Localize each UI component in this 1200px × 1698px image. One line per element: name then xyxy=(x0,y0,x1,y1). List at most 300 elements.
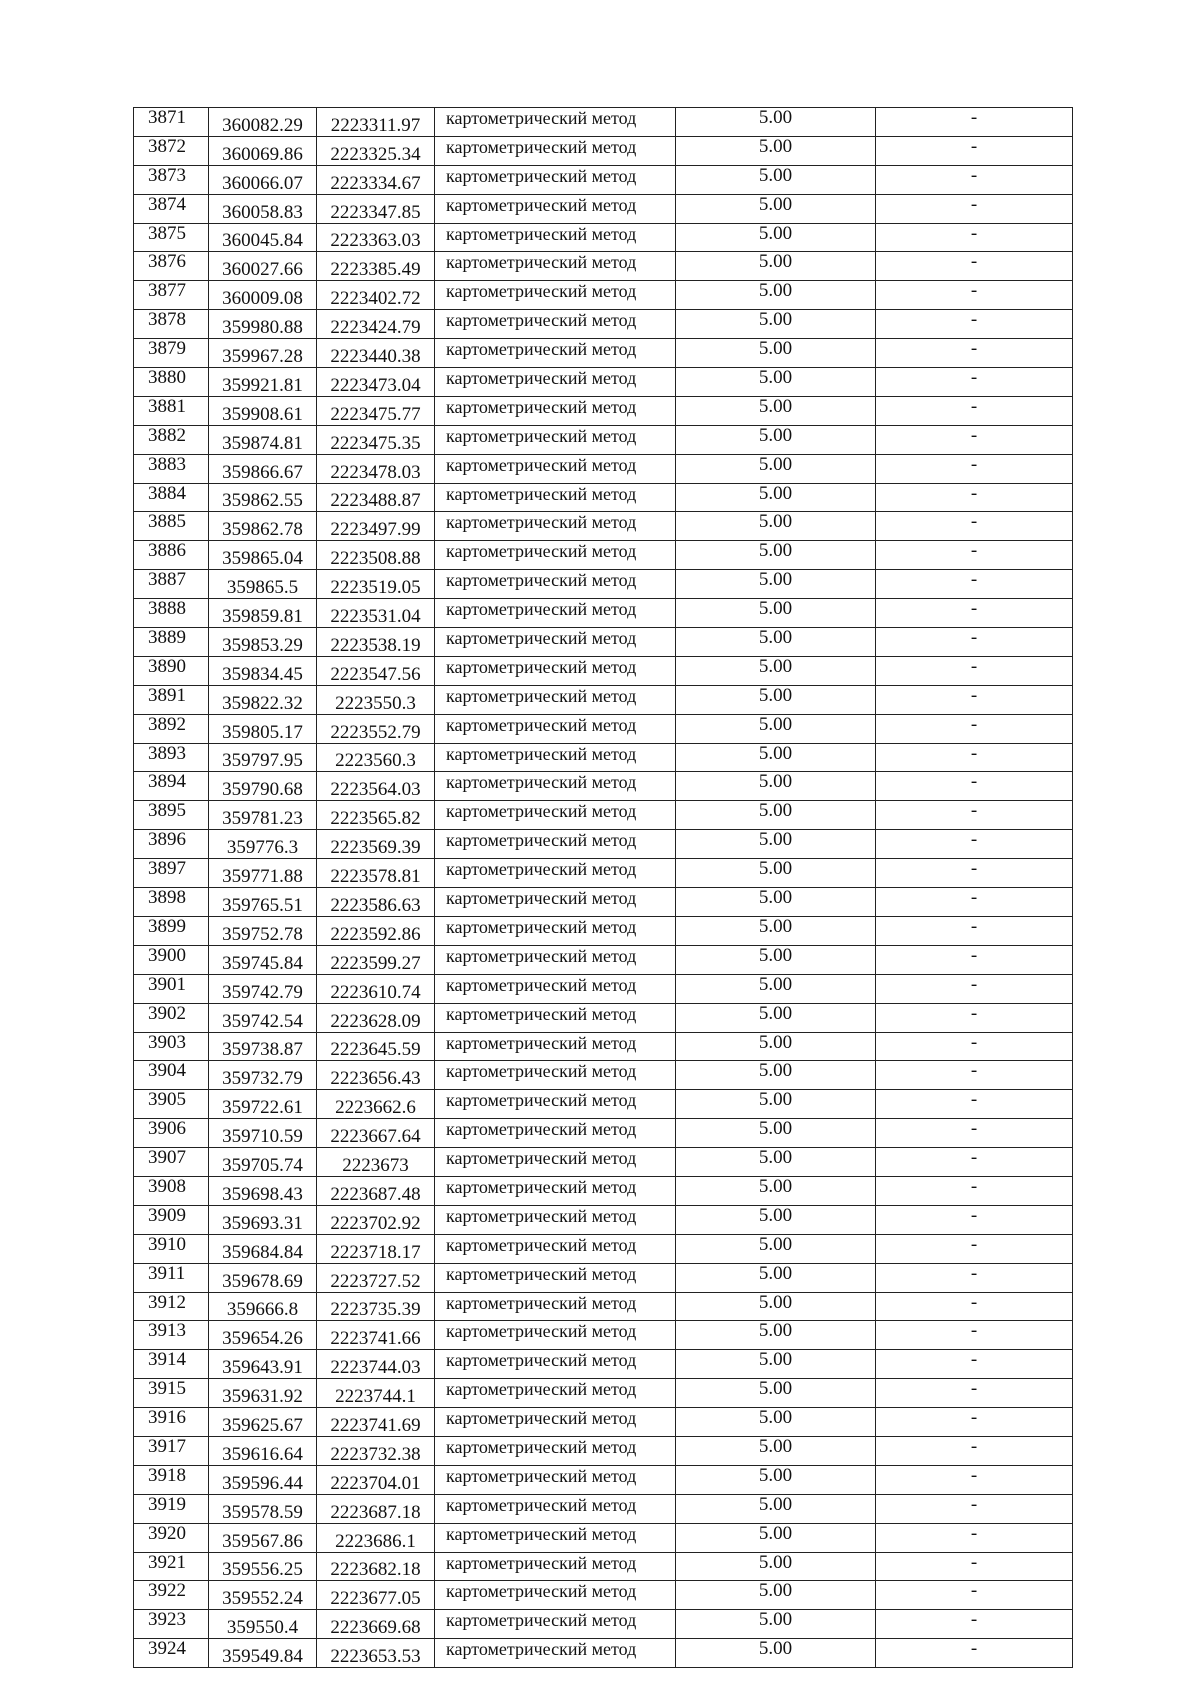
note-cell: - xyxy=(876,136,1073,165)
point-number-cell: 3887 xyxy=(134,570,209,599)
table-row xyxy=(134,368,1073,397)
point-number-cell: 3905 xyxy=(134,1090,209,1119)
x-coordinate-cell: 360045.84 xyxy=(209,223,317,252)
accuracy-cell: 5.00 xyxy=(676,945,876,974)
y-coordinate-cell: 2223744.03 xyxy=(317,1350,435,1379)
point-number-cell: 3917 xyxy=(134,1436,209,1465)
y-coordinate-cell: 2223519.05 xyxy=(317,570,435,599)
point-number-cell: 3890 xyxy=(134,656,209,685)
y-coordinate-cell: 2223311.97 xyxy=(317,108,435,137)
method-cell: картометрический метод xyxy=(435,425,676,454)
x-coordinate-cell: 360009.08 xyxy=(209,281,317,310)
point-number-cell: 3880 xyxy=(134,368,209,397)
method-cell: картометрический метод xyxy=(435,108,676,137)
x-coordinate-cell: 359781.23 xyxy=(209,801,317,830)
y-coordinate-cell: 2223687.48 xyxy=(317,1176,435,1205)
table-row xyxy=(134,656,1073,685)
point-number-cell: 3907 xyxy=(134,1148,209,1177)
method-cell: картометрический метод xyxy=(435,1176,676,1205)
note-cell: - xyxy=(876,1003,1073,1032)
table-row xyxy=(134,1350,1073,1379)
accuracy-cell: 5.00 xyxy=(676,599,876,628)
accuracy-cell: 5.00 xyxy=(676,223,876,252)
method-cell: картометрический метод xyxy=(435,974,676,1003)
table-row xyxy=(134,859,1073,888)
y-coordinate-cell: 2223325.34 xyxy=(317,136,435,165)
table-row xyxy=(134,1032,1073,1061)
x-coordinate-cell: 359567.86 xyxy=(209,1523,317,1552)
x-coordinate-cell: 359556.25 xyxy=(209,1552,317,1581)
y-coordinate-cell: 2223653.53 xyxy=(317,1639,435,1668)
note-cell: - xyxy=(876,512,1073,541)
table-row xyxy=(134,685,1073,714)
accuracy-cell: 5.00 xyxy=(676,1292,876,1321)
method-cell: картометрический метод xyxy=(435,888,676,917)
x-coordinate-cell: 359745.84 xyxy=(209,945,317,974)
method-cell: картометрический метод xyxy=(435,1148,676,1177)
method-cell: картометрический метод xyxy=(435,1119,676,1148)
note-cell: - xyxy=(876,108,1073,137)
table-row xyxy=(134,425,1073,454)
x-coordinate-cell: 359666.8 xyxy=(209,1292,317,1321)
x-coordinate-cell: 359732.79 xyxy=(209,1061,317,1090)
accuracy-cell: 5.00 xyxy=(676,1610,876,1639)
x-coordinate-cell: 359862.55 xyxy=(209,483,317,512)
table-row xyxy=(134,1552,1073,1581)
accuracy-cell: 5.00 xyxy=(676,859,876,888)
x-coordinate-cell: 359866.67 xyxy=(209,454,317,483)
x-coordinate-cell: 359771.88 xyxy=(209,859,317,888)
accuracy-cell: 5.00 xyxy=(676,1465,876,1494)
point-number-cell: 3924 xyxy=(134,1639,209,1668)
x-coordinate-cell: 359616.64 xyxy=(209,1436,317,1465)
accuracy-cell: 5.00 xyxy=(676,1581,876,1610)
method-cell: картометрический метод xyxy=(435,743,676,772)
accuracy-cell: 5.00 xyxy=(676,1263,876,1292)
x-coordinate-cell: 360058.83 xyxy=(209,194,317,223)
y-coordinate-cell: 2223686.1 xyxy=(317,1523,435,1552)
accuracy-cell: 5.00 xyxy=(676,1205,876,1234)
table-row xyxy=(134,1148,1073,1177)
table-row xyxy=(134,570,1073,599)
x-coordinate-cell: 359705.74 xyxy=(209,1148,317,1177)
note-cell: - xyxy=(876,1321,1073,1350)
accuracy-cell: 5.00 xyxy=(676,281,876,310)
y-coordinate-cell: 2223547.56 xyxy=(317,656,435,685)
accuracy-cell: 5.00 xyxy=(676,570,876,599)
y-coordinate-cell: 2223732.38 xyxy=(317,1436,435,1465)
method-cell: картометрический метод xyxy=(435,801,676,830)
method-cell: картометрический метод xyxy=(435,685,676,714)
point-number-cell: 3894 xyxy=(134,772,209,801)
y-coordinate-cell: 2223677.05 xyxy=(317,1581,435,1610)
table-row xyxy=(134,454,1073,483)
y-coordinate-cell: 2223508.88 xyxy=(317,541,435,570)
method-cell: картометрический метод xyxy=(435,656,676,685)
table-row xyxy=(134,1523,1073,1552)
accuracy-cell: 5.00 xyxy=(676,541,876,570)
method-cell: картометрический метод xyxy=(435,1061,676,1090)
method-cell: картометрический метод xyxy=(435,1003,676,1032)
table-row xyxy=(134,252,1073,281)
table-row xyxy=(134,1292,1073,1321)
x-coordinate-cell: 360069.86 xyxy=(209,136,317,165)
table-row xyxy=(134,1119,1073,1148)
table-row xyxy=(134,714,1073,743)
y-coordinate-cell: 2223347.85 xyxy=(317,194,435,223)
method-cell: картометрический метод xyxy=(435,830,676,859)
note-cell: - xyxy=(876,1436,1073,1465)
point-number-cell: 3892 xyxy=(134,714,209,743)
y-coordinate-cell: 2223599.27 xyxy=(317,945,435,974)
x-coordinate-cell: 359862.78 xyxy=(209,512,317,541)
x-coordinate-cell: 359738.87 xyxy=(209,1032,317,1061)
accuracy-cell: 5.00 xyxy=(676,368,876,397)
y-coordinate-cell: 2223478.03 xyxy=(317,454,435,483)
note-cell: - xyxy=(876,628,1073,657)
method-cell: картометрический метод xyxy=(435,1090,676,1119)
y-coordinate-cell: 2223669.68 xyxy=(317,1610,435,1639)
point-number-cell: 3916 xyxy=(134,1408,209,1437)
point-number-cell: 3910 xyxy=(134,1234,209,1263)
note-cell: - xyxy=(876,974,1073,1003)
point-number-cell: 3879 xyxy=(134,339,209,368)
table-row xyxy=(134,1408,1073,1437)
y-coordinate-cell: 2223744.1 xyxy=(317,1379,435,1408)
x-coordinate-cell: 360027.66 xyxy=(209,252,317,281)
method-cell: картометрический метод xyxy=(435,1465,676,1494)
method-cell: картометрический метод xyxy=(435,223,676,252)
y-coordinate-cell: 2223592.86 xyxy=(317,916,435,945)
note-cell: - xyxy=(876,743,1073,772)
method-cell: картометрический метод xyxy=(435,1292,676,1321)
method-cell: картометрический метод xyxy=(435,1234,676,1263)
accuracy-cell: 5.00 xyxy=(676,830,876,859)
x-coordinate-cell: 359742.79 xyxy=(209,974,317,1003)
y-coordinate-cell: 2223473.04 xyxy=(317,368,435,397)
point-number-cell: 3902 xyxy=(134,1003,209,1032)
x-coordinate-cell: 359625.67 xyxy=(209,1408,317,1437)
point-number-cell: 3882 xyxy=(134,425,209,454)
y-coordinate-cell: 2223656.43 xyxy=(317,1061,435,1090)
table-row xyxy=(134,1581,1073,1610)
y-coordinate-cell: 2223475.77 xyxy=(317,396,435,425)
table-row xyxy=(134,1436,1073,1465)
note-cell: - xyxy=(876,252,1073,281)
accuracy-cell: 5.00 xyxy=(676,1552,876,1581)
note-cell: - xyxy=(876,281,1073,310)
accuracy-cell: 5.00 xyxy=(676,1639,876,1668)
point-number-cell: 3889 xyxy=(134,628,209,657)
point-number-cell: 3921 xyxy=(134,1552,209,1581)
point-number-cell: 3874 xyxy=(134,194,209,223)
method-cell: картометрический метод xyxy=(435,916,676,945)
table-row xyxy=(134,281,1073,310)
table-row xyxy=(134,541,1073,570)
method-cell: картометрический метод xyxy=(435,714,676,743)
accuracy-cell: 5.00 xyxy=(676,252,876,281)
table-row xyxy=(134,1321,1073,1350)
method-cell: картометрический метод xyxy=(435,194,676,223)
method-cell: картометрический метод xyxy=(435,945,676,974)
point-number-cell: 3904 xyxy=(134,1061,209,1090)
table-row xyxy=(134,1263,1073,1292)
table-row xyxy=(134,223,1073,252)
note-cell: - xyxy=(876,396,1073,425)
table-row xyxy=(134,483,1073,512)
x-coordinate-cell: 359797.95 xyxy=(209,743,317,772)
x-coordinate-cell: 359921.81 xyxy=(209,368,317,397)
x-coordinate-cell: 359805.17 xyxy=(209,714,317,743)
point-number-cell: 3888 xyxy=(134,599,209,628)
coordinates-table-body xyxy=(134,108,1073,1668)
point-number-cell: 3906 xyxy=(134,1119,209,1148)
note-cell: - xyxy=(876,1465,1073,1494)
note-cell: - xyxy=(876,1494,1073,1523)
note-cell: - xyxy=(876,772,1073,801)
method-cell: картометрический метод xyxy=(435,368,676,397)
y-coordinate-cell: 2223385.49 xyxy=(317,252,435,281)
point-number-cell: 3876 xyxy=(134,252,209,281)
y-coordinate-cell: 2223402.72 xyxy=(317,281,435,310)
point-number-cell: 3915 xyxy=(134,1379,209,1408)
note-cell: - xyxy=(876,1639,1073,1668)
accuracy-cell: 5.00 xyxy=(676,310,876,339)
note-cell: - xyxy=(876,656,1073,685)
point-number-cell: 3875 xyxy=(134,223,209,252)
accuracy-cell: 5.00 xyxy=(676,1061,876,1090)
x-coordinate-cell: 359643.91 xyxy=(209,1350,317,1379)
accuracy-cell: 5.00 xyxy=(676,1119,876,1148)
table-row xyxy=(134,1494,1073,1523)
accuracy-cell: 5.00 xyxy=(676,1436,876,1465)
y-coordinate-cell: 2223741.69 xyxy=(317,1408,435,1437)
note-cell: - xyxy=(876,1523,1073,1552)
method-cell: картометрический метод xyxy=(435,599,676,628)
table-row xyxy=(134,801,1073,830)
x-coordinate-cell: 359776.3 xyxy=(209,830,317,859)
x-coordinate-cell: 359980.88 xyxy=(209,310,317,339)
x-coordinate-cell: 359654.26 xyxy=(209,1321,317,1350)
x-coordinate-cell: 359967.28 xyxy=(209,339,317,368)
point-number-cell: 3872 xyxy=(134,136,209,165)
y-coordinate-cell: 2223741.66 xyxy=(317,1321,435,1350)
y-coordinate-cell: 2223497.99 xyxy=(317,512,435,541)
y-coordinate-cell: 2223334.67 xyxy=(317,165,435,194)
coordinates-table xyxy=(133,107,1073,1668)
point-number-cell: 3912 xyxy=(134,1292,209,1321)
y-coordinate-cell: 2223667.64 xyxy=(317,1119,435,1148)
x-coordinate-cell: 359765.51 xyxy=(209,888,317,917)
method-cell: картометрический метод xyxy=(435,1032,676,1061)
x-coordinate-cell: 359834.45 xyxy=(209,656,317,685)
table-row xyxy=(134,1090,1073,1119)
accuracy-cell: 5.00 xyxy=(676,888,876,917)
note-cell: - xyxy=(876,310,1073,339)
point-number-cell: 3877 xyxy=(134,281,209,310)
table-row xyxy=(134,1639,1073,1668)
accuracy-cell: 5.00 xyxy=(676,1032,876,1061)
accuracy-cell: 5.00 xyxy=(676,1379,876,1408)
accuracy-cell: 5.00 xyxy=(676,628,876,657)
point-number-cell: 3920 xyxy=(134,1523,209,1552)
note-cell: - xyxy=(876,1234,1073,1263)
point-number-cell: 3897 xyxy=(134,859,209,888)
point-number-cell: 3881 xyxy=(134,396,209,425)
table-row xyxy=(134,830,1073,859)
accuracy-cell: 5.00 xyxy=(676,1148,876,1177)
table-row xyxy=(134,1610,1073,1639)
y-coordinate-cell: 2223702.92 xyxy=(317,1205,435,1234)
x-coordinate-cell: 360066.07 xyxy=(209,165,317,194)
table-row xyxy=(134,1465,1073,1494)
table-row xyxy=(134,1003,1073,1032)
note-cell: - xyxy=(876,830,1073,859)
note-cell: - xyxy=(876,1119,1073,1148)
x-coordinate-cell: 359631.92 xyxy=(209,1379,317,1408)
accuracy-cell: 5.00 xyxy=(676,743,876,772)
method-cell: картометрический метод xyxy=(435,1523,676,1552)
method-cell: картометрический метод xyxy=(435,1379,676,1408)
point-number-cell: 3900 xyxy=(134,945,209,974)
method-cell: картометрический метод xyxy=(435,859,676,888)
accuracy-cell: 5.00 xyxy=(676,974,876,1003)
accuracy-cell: 5.00 xyxy=(676,1321,876,1350)
note-cell: - xyxy=(876,1292,1073,1321)
point-number-cell: 3918 xyxy=(134,1465,209,1494)
note-cell: - xyxy=(876,1610,1073,1639)
y-coordinate-cell: 2223735.39 xyxy=(317,1292,435,1321)
note-cell: - xyxy=(876,945,1073,974)
table-row xyxy=(134,1176,1073,1205)
y-coordinate-cell: 2223531.04 xyxy=(317,599,435,628)
accuracy-cell: 5.00 xyxy=(676,1234,876,1263)
note-cell: - xyxy=(876,1581,1073,1610)
point-number-cell: 3873 xyxy=(134,165,209,194)
point-number-cell: 3886 xyxy=(134,541,209,570)
method-cell: картометрический метод xyxy=(435,136,676,165)
y-coordinate-cell: 2223727.52 xyxy=(317,1263,435,1292)
point-number-cell: 3913 xyxy=(134,1321,209,1350)
note-cell: - xyxy=(876,425,1073,454)
table-row xyxy=(134,945,1073,974)
x-coordinate-cell: 359752.78 xyxy=(209,916,317,945)
x-coordinate-cell: 359722.61 xyxy=(209,1090,317,1119)
note-cell: - xyxy=(876,1379,1073,1408)
accuracy-cell: 5.00 xyxy=(676,512,876,541)
table-row xyxy=(134,165,1073,194)
note-cell: - xyxy=(876,194,1073,223)
x-coordinate-cell: 359865.5 xyxy=(209,570,317,599)
table-row xyxy=(134,136,1073,165)
accuracy-cell: 5.00 xyxy=(676,425,876,454)
table-row xyxy=(134,916,1073,945)
table-row xyxy=(134,743,1073,772)
y-coordinate-cell: 2223682.18 xyxy=(317,1552,435,1581)
x-coordinate-cell: 359549.84 xyxy=(209,1639,317,1668)
note-cell: - xyxy=(876,1032,1073,1061)
table-row xyxy=(134,310,1073,339)
point-number-cell: 3919 xyxy=(134,1494,209,1523)
x-coordinate-cell: 359578.59 xyxy=(209,1494,317,1523)
note-cell: - xyxy=(876,368,1073,397)
note-cell: - xyxy=(876,570,1073,599)
y-coordinate-cell: 2223687.18 xyxy=(317,1494,435,1523)
y-coordinate-cell: 2223673 xyxy=(317,1148,435,1177)
method-cell: картометрический метод xyxy=(435,252,676,281)
point-number-cell: 3909 xyxy=(134,1205,209,1234)
note-cell: - xyxy=(876,1552,1073,1581)
point-number-cell: 3893 xyxy=(134,743,209,772)
accuracy-cell: 5.00 xyxy=(676,772,876,801)
x-coordinate-cell: 359790.68 xyxy=(209,772,317,801)
accuracy-cell: 5.00 xyxy=(676,194,876,223)
method-cell: картометрический метод xyxy=(435,541,676,570)
point-number-cell: 3911 xyxy=(134,1263,209,1292)
y-coordinate-cell: 2223645.59 xyxy=(317,1032,435,1061)
y-coordinate-cell: 2223488.87 xyxy=(317,483,435,512)
method-cell: картометрический метод xyxy=(435,483,676,512)
method-cell: картометрический метод xyxy=(435,1436,676,1465)
method-cell: картометрический метод xyxy=(435,1494,676,1523)
accuracy-cell: 5.00 xyxy=(676,1176,876,1205)
accuracy-cell: 5.00 xyxy=(676,1523,876,1552)
table-row xyxy=(134,194,1073,223)
y-coordinate-cell: 2223565.82 xyxy=(317,801,435,830)
y-coordinate-cell: 2223718.17 xyxy=(317,1234,435,1263)
note-cell: - xyxy=(876,1350,1073,1379)
method-cell: картометрический метод xyxy=(435,772,676,801)
note-cell: - xyxy=(876,339,1073,368)
accuracy-cell: 5.00 xyxy=(676,685,876,714)
accuracy-cell: 5.00 xyxy=(676,136,876,165)
table-row xyxy=(134,339,1073,368)
note-cell: - xyxy=(876,1090,1073,1119)
table-row xyxy=(134,108,1073,137)
accuracy-cell: 5.00 xyxy=(676,396,876,425)
method-cell: картометрический метод xyxy=(435,570,676,599)
point-number-cell: 3871 xyxy=(134,108,209,137)
x-coordinate-cell: 359698.43 xyxy=(209,1176,317,1205)
x-coordinate-cell: 359853.29 xyxy=(209,628,317,657)
note-cell: - xyxy=(876,1176,1073,1205)
y-coordinate-cell: 2223550.3 xyxy=(317,685,435,714)
x-coordinate-cell: 359552.24 xyxy=(209,1581,317,1610)
method-cell: картометрический метод xyxy=(435,1581,676,1610)
note-cell: - xyxy=(876,801,1073,830)
y-coordinate-cell: 2223363.03 xyxy=(317,223,435,252)
accuracy-cell: 5.00 xyxy=(676,1090,876,1119)
accuracy-cell: 5.00 xyxy=(676,483,876,512)
x-coordinate-cell: 359822.32 xyxy=(209,685,317,714)
y-coordinate-cell: 2223704.01 xyxy=(317,1465,435,1494)
y-coordinate-cell: 2223440.38 xyxy=(317,339,435,368)
method-cell: картометрический метод xyxy=(435,1610,676,1639)
note-cell: - xyxy=(876,223,1073,252)
note-cell: - xyxy=(876,1408,1073,1437)
point-number-cell: 3908 xyxy=(134,1176,209,1205)
point-number-cell: 3884 xyxy=(134,483,209,512)
point-number-cell: 3891 xyxy=(134,685,209,714)
y-coordinate-cell: 2223424.79 xyxy=(317,310,435,339)
note-cell: - xyxy=(876,1263,1073,1292)
method-cell: картометрический метод xyxy=(435,1350,676,1379)
table-row xyxy=(134,888,1073,917)
method-cell: картометрический метод xyxy=(435,512,676,541)
y-coordinate-cell: 2223578.81 xyxy=(317,859,435,888)
accuracy-cell: 5.00 xyxy=(676,165,876,194)
note-cell: - xyxy=(876,888,1073,917)
